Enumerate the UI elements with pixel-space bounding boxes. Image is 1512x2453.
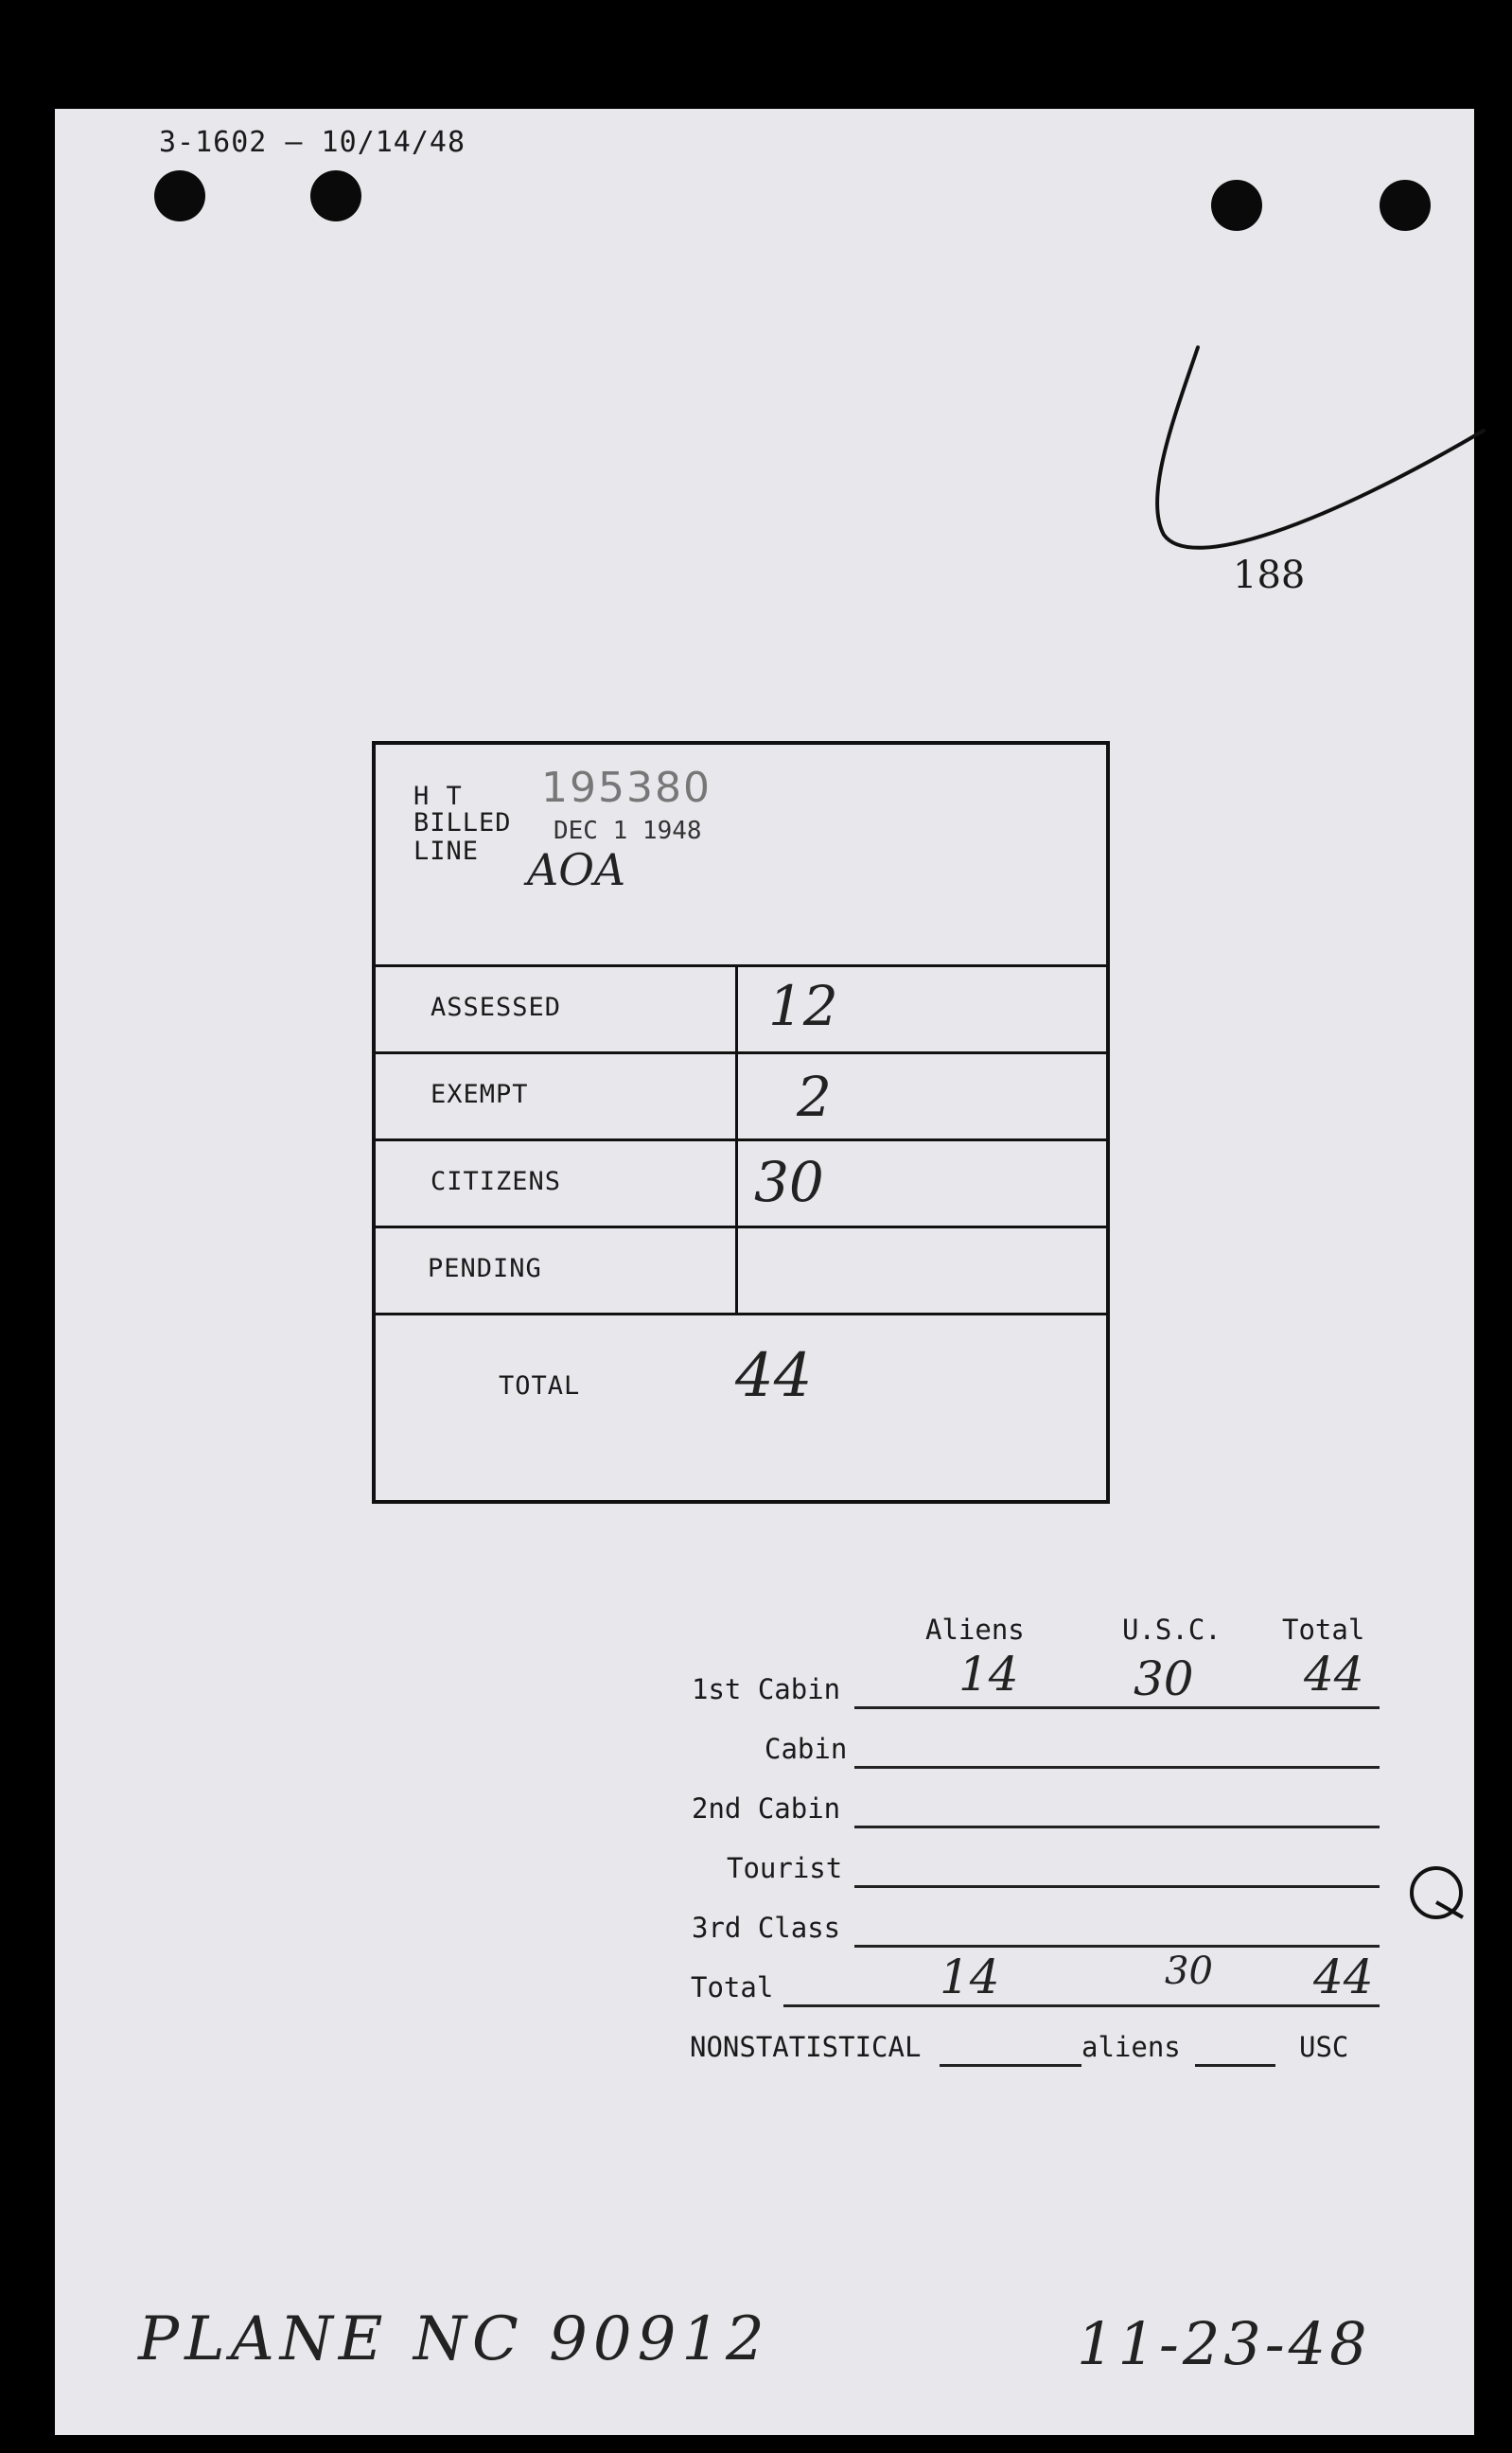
col-header-aliens: Aliens [925,1614,1025,1646]
line-value: AOA [527,844,626,895]
plane-number: PLANE NC 90912 [138,2304,770,2374]
total-value: 44 [735,1341,813,1411]
nonstatistical-aliens-label: aliens [1081,2031,1181,2063]
row-label-3rd-class: 3rd Class [692,1912,841,1944]
pending-label: PENDING [428,1254,542,1283]
punch-hole [154,170,205,221]
billed-date-stamp: DEC 1 1948 [554,817,702,845]
exempt-value: 2 [797,1065,832,1129]
head-tax-box [372,741,1110,1504]
assessed-value: 12 [768,974,838,1038]
row-label-2nd-cabin: 2nd Cabin [692,1792,841,1825]
nonstatistical-usc-label: USC [1299,2031,1349,2063]
total-label: TOTAL [499,1371,581,1401]
punch-hole [1380,180,1431,231]
nonstatistical-label: NONSTATISTICAL [690,2031,922,2063]
punch-hole [1211,180,1262,231]
check-mark [1077,336,1512,582]
ht-label: H T [413,782,463,811]
row-label-1st-cabin: 1st Cabin [692,1673,841,1705]
citizens-label: CITIZENS [431,1167,562,1196]
billed-label: BILLED [413,808,512,838]
row-label-tourist: Tourist [727,1852,843,1884]
punch-hole [310,170,361,221]
circled-mark [1398,1855,1474,1931]
row-total-total: 44 [1313,1950,1374,2004]
page-number: 188 [1233,554,1306,597]
col-header-usc: U.S.C. [1122,1614,1222,1646]
document-page [55,109,1474,2435]
row-1st-cabin-aliens: 14 [958,1647,1019,1702]
row-total-usc: 30 [1165,1950,1213,1993]
assessed-label: ASSESSED [431,993,562,1022]
row-total-aliens: 14 [940,1950,1000,2004]
row-1st-cabin-usc: 30 [1134,1651,1194,1706]
form-code: 3-1602 — 10/14/48 [159,126,466,159]
ht-number-stamp: 195380 [541,764,712,812]
line-label: LINE [413,837,480,866]
handwritten-date: 11-23-48 [1077,2309,1371,2378]
row-label-cabin: Cabin [765,1733,848,1765]
row-1st-cabin-total: 44 [1304,1647,1364,1702]
citizens-value: 30 [754,1150,824,1214]
col-header-total: Total [1282,1614,1365,1646]
row-label-total: Total [691,1971,774,2003]
exempt-label: EXEMPT [431,1080,529,1109]
